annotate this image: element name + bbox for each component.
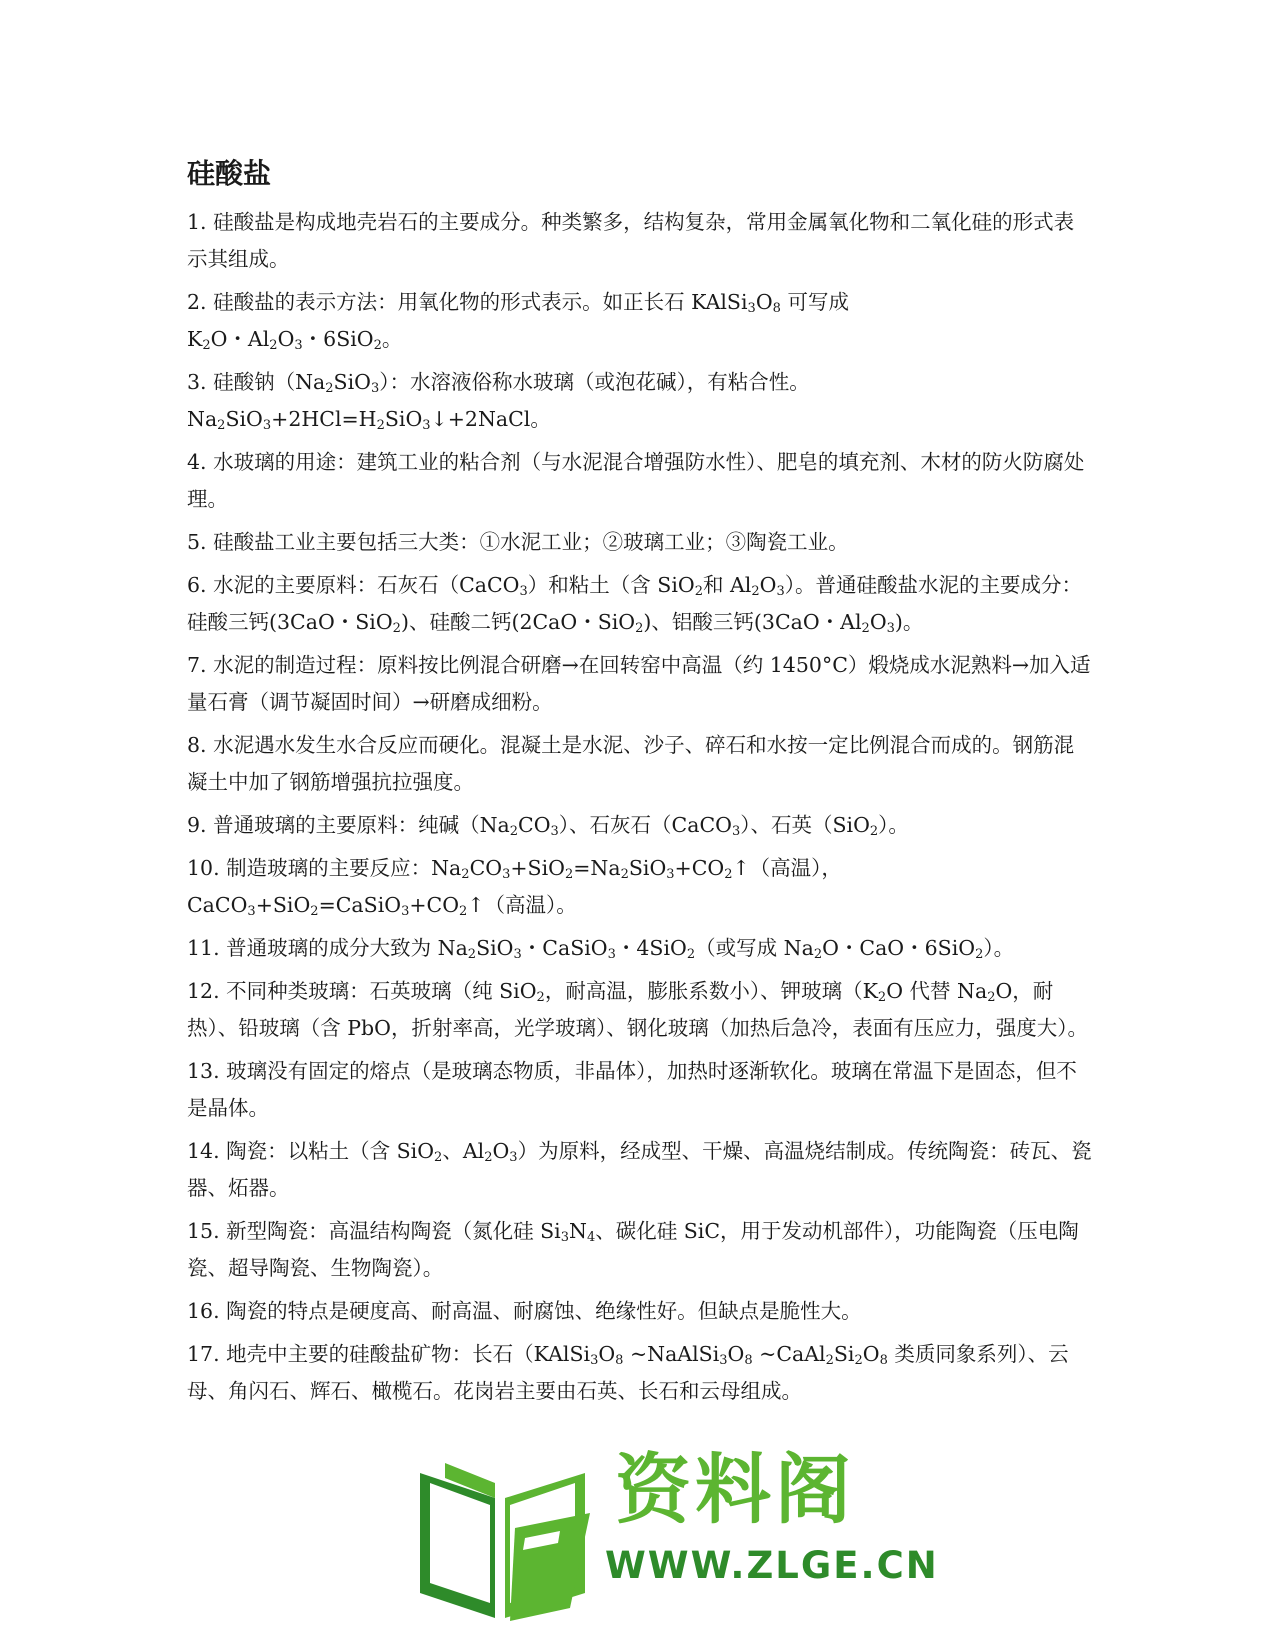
list-item: 16. 陶瓷的特点是硬度高、耐高温、耐腐蚀、绝缘性好。但缺点是脆性大。: [187, 1299, 862, 1323]
list-item: 5. 硅酸盐工业主要包括三大类：①水泥工业；②玻璃工业；③陶瓷工业。: [187, 530, 849, 554]
list-item: 15. 新型陶瓷：高温结构陶瓷（氮化硅 $Si_3N_4$、碳化硅 SiC，用于发动机部件），功能陶瓷（压电陶瓷、超导陶瓷、生物陶瓷）。: [187, 1219, 1079, 1280]
content-list: [187, 204, 1092, 1416]
list-item: 4. 水玻璃的用途：建筑工业的粘合剂（与水泥混合增强防水性）、肥皂的填充剂、木材的防火防腐处理。: [187, 450, 1085, 511]
list-item: 14. 陶瓷：以粘土（含 SiO$_2$、$Al_2O_3$）为原料，经成型、干燥、高温烧结制成。传统陶瓷：砖瓦、瓷器、炻器。: [187, 1139, 1092, 1200]
list-item: 1. 硅酸盐是构成地壳岩石的主要成分。种类繁多，结构复杂，常用金属氧化物和二氧化硅的形式表示其组成。: [187, 210, 1075, 271]
book-icon: [400, 1443, 610, 1623]
list-item: 2. 硅酸盐的表示方法：用氧化物的形式表示。如正长石 $KAlSi_3O_8$ 可写成 $K_2O$・$Al_2O_3$・6SiO$_2$。: [187, 290, 849, 353]
list-item: 3. 硅酸钠$(Na_2SiO_3)$：水溶液俗称水玻璃（或泡花碱），有粘合性。 $Na_2SiO_3+2HCl=H_2SiO_3↓+2NaCl$。: [187, 370, 810, 433]
page-title: 硅酸盐: [187, 157, 272, 190]
logo-name: 资料阁: [615, 1445, 855, 1534]
list-item: 9. 普通玻璃的主要原料：纯碱$(Na_2CO_3)$、石灰石（CaCO$_3$）、石英（SiO$_2$）。: [187, 813, 909, 839]
list-item: 6. 水泥的主要原料：石灰石（CaCO$_3$）和粘土（含 SiO$_2$和 $Al_2O_3$）。普通硅酸盐水泥的主要成分：硅酸三钙(3CaO・SiO$_2$)、硅酸二钙(2CaO・SiO$_2$)、铝酸三钙(3CaO・$Al_2O_3$)。: [187, 573, 1082, 636]
list-item: 12. 不同种类玻璃：石英玻璃（纯 SiO$_2$，耐高温，膨胀系数小）、钾玻璃（$K_2O$ 代替 $Na_2O$，耐热）、铅玻璃（含 PbO，折射率高，光学玻璃）、钢化玻璃（加热后急冷，表面有压应力，强度大）。: [187, 979, 1088, 1040]
logo-url: WWW.ZLGE.CN: [605, 1544, 939, 1587]
watermark-logo: [400, 1443, 939, 1623]
list-item: 8. 水泥遇水发生水合反应而硬化。混凝土是水泥、沙子、碎石和水按一定比例混合而成的。钢筋混凝土中加了钢筋增强抗拉强度。: [187, 733, 1075, 794]
list-item: 13. 玻璃没有固定的熔点（是玻璃态物质，非晶体），加热时逐渐软化。玻璃在常温下是固态，但不是晶体。: [187, 1059, 1077, 1120]
list-item: 11. 普通玻璃的成分大致为 $Na_2SiO_3$・CaSiO$_3$・4SiO$_2$（或写成 $Na_2O$・CaO・6SiO$_2$）。: [187, 936, 1015, 962]
list-item: 7. 水泥的制造过程：原料按比例混合研磨→在回转窑中高温（约 1450°C）煅烧成水泥熟料→加入适量石膏（调节凝固时间）→研磨成细粉。: [187, 653, 1091, 714]
list-item: 10. 制造玻璃的主要反应：$Na_2CO_3+SiO_2=Na_2SiO_3+CO_2↑$（高温）， $CaCO_3+SiO_2=CaSiO_3+CO_2↑$（高温）。: [187, 856, 842, 919]
list-item: 17. 地壳中主要的硅酸盐矿物：长石（$KAlSi_3O_8$ $\sim NaAlSi_3O_8$ $\sim CaAl_2Si_2O_8$ 类质同象系列）、云母、角闪石、辉石、橄榄石。花岗岩主要由石英、长石和云母组成。: [187, 1342, 1069, 1403]
